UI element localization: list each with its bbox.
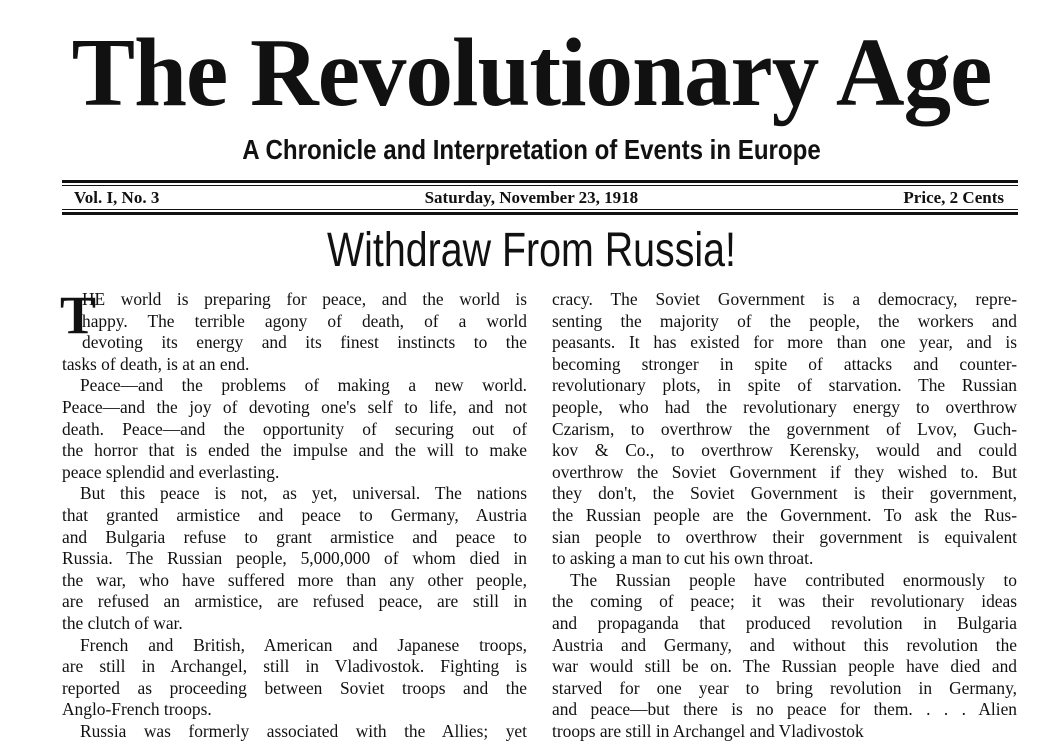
text-line: French and British, American and Japanese troops,	[80, 634, 527, 655]
text-line: revolutionary plots, in spite of starvation. The Russian	[552, 375, 1017, 396]
text-line: the horror that is ended the impulse and the will to make	[62, 440, 527, 461]
text-line: peasants. It has existed for more than one year, and is	[552, 332, 1017, 353]
top-rule-thin	[62, 185, 1018, 186]
text-line: Peace—and the problems of making a new world.	[80, 375, 527, 396]
text-line: death. Peace—and the opportunity of securing out of	[62, 418, 527, 439]
text-line: war would still be on. The Russian people have died and	[552, 656, 1017, 677]
text-line: Czarism, to overthrow the government of Lvov, Guch-	[552, 418, 1017, 439]
text-line: becoming stronger in spite of attacks and counter-	[552, 353, 1017, 374]
text-line: that granted armistice and peace to Germany, Austria	[62, 504, 527, 525]
article-headline: Withdraw From Russia!	[327, 224, 736, 277]
text-line: sian people to overthrow their government is equivalent	[552, 526, 1017, 547]
text-line: peace splendid and everlasting.	[62, 461, 280, 482]
text-line: happy. The terrible agony of death, of a world	[82, 310, 527, 331]
issue-info-bar	[62, 188, 1016, 208]
text-line: and peace—but there is no peace for them. . . . Alien	[552, 699, 1017, 720]
masthead-subtitle: A Chronicle and Interpretation of Events in Europe	[242, 134, 821, 165]
text-line: reported as proceeding between Soviet troops and the	[62, 677, 527, 698]
text-line: Peace—and the joy of devoting one's self to life, and not	[62, 396, 527, 417]
text-line: the coming of peace; it was their revolutionary ideas	[552, 591, 1017, 612]
issue-date: Saturday, November 23, 1918	[424, 188, 639, 207]
text-line: they don't, the Soviet Government is their government,	[552, 483, 1017, 504]
bottom-rule	[62, 212, 1018, 215]
text-line: are refused an armistice, are refused peace, are still in	[62, 591, 527, 612]
volume-number: Vol. I, No. 3	[74, 188, 160, 207]
text-line: HE world is preparing for peace, and the world is	[82, 289, 527, 309]
text-line: troops are still in Archangel and Vladivostok	[552, 720, 864, 741]
text-line: devoting its energy and its finest instincts to the	[82, 332, 527, 353]
text-line: senting the majority of the people, the workers and	[552, 310, 1017, 331]
top-rule	[62, 180, 1018, 183]
text-line: overthrow the Soviet Government if they wished to. But	[552, 461, 1017, 482]
text-line: cracy. The Soviet Government is a democracy, repre-	[552, 289, 1017, 309]
text-line: the Russian people are the Government. To ask the Rus-	[552, 504, 1017, 525]
text-line: But this peace is not, as yet, universal. The nations	[80, 483, 527, 504]
text-line: and Bulgaria refuse to grant armistice and peace to	[62, 526, 527, 547]
text-line: the clutch of war.	[62, 612, 183, 633]
text-line: Russia was formerly associated with the Allies; yet	[80, 720, 527, 741]
text-line: people, who had the revolutionary energy to overthrow	[552, 396, 1017, 417]
masthead-title: The Revolutionary Age	[71, 19, 992, 127]
issue-price: Price, 2 Cents	[903, 188, 1004, 207]
drop-cap: T	[60, 285, 97, 345]
article-column-right	[552, 289, 1017, 742]
text-line: Russia. The Russian people, 5,000,000 of whom died in	[62, 548, 527, 569]
text-line: to asking a man to cut his own throat.	[552, 548, 814, 569]
text-line: Anglo-French troops.	[62, 699, 212, 720]
text-line: and propaganda that produced revolution in Bulgaria	[552, 612, 1017, 633]
text-line: tasks of death, is at an end.	[62, 353, 250, 374]
text-line: starved for one year to bring revolution in Germany,	[552, 677, 1017, 698]
article-column-left	[60, 285, 527, 742]
text-line: are still in Archangel, still in Vladivostok. Fighting is	[62, 656, 527, 677]
bottom-rule-thin	[62, 209, 1018, 210]
text-line: The Russian people have contributed enormously to	[570, 569, 1017, 590]
text-line: kov & Co., to overthrow Kerensky, would and could	[552, 440, 1017, 461]
text-line: Austria and Germany, and without this revolution the	[552, 634, 1017, 655]
text-line: the war, who have suffered more than any other people,	[62, 569, 527, 590]
